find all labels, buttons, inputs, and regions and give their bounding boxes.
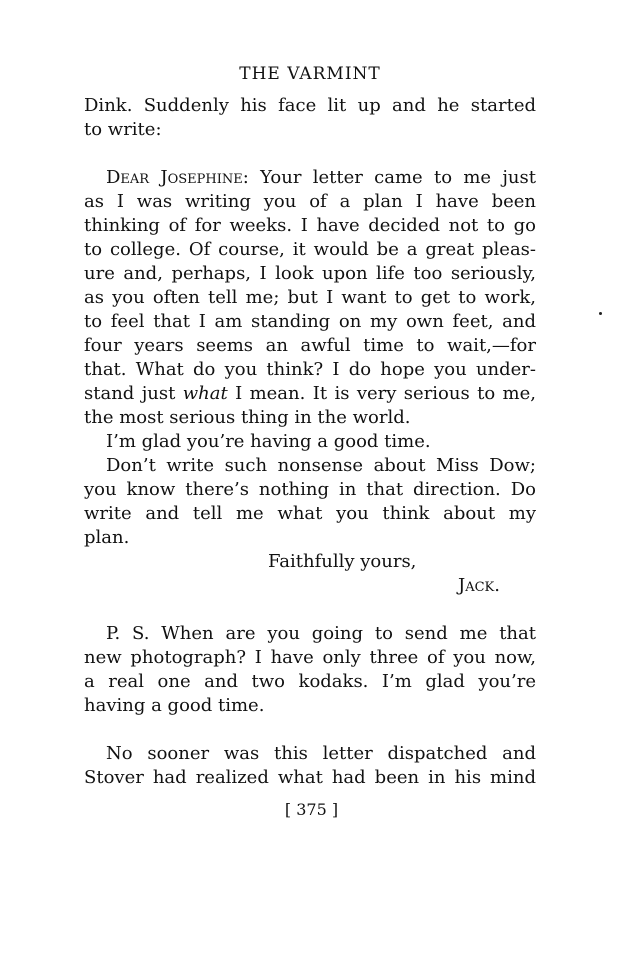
running-header: THE VARMINT	[239, 64, 381, 84]
letter-salutation: Dear Josephine:	[106, 167, 249, 188]
letter-line-10-start: stand just	[84, 383, 176, 404]
letter-line-3: thinking of for weeks. I have decided not to go	[84, 215, 536, 236]
ps-line-4: having a good time.	[84, 695, 265, 716]
paper-speck	[599, 312, 602, 315]
letter-signature: Jack.	[458, 575, 500, 596]
letter-para3-line-3: write and tell me what you think about my	[84, 503, 536, 524]
letter-emphasis: what	[182, 383, 228, 404]
letter-para3-line-2: you know there’s nothing in that direction. Do	[84, 479, 536, 500]
paragraph-gap	[84, 142, 536, 166]
ps-line-2: new photograph? I have only three of you now,	[84, 647, 536, 668]
intro-line-2: to write:	[84, 119, 162, 140]
letter-line-1	[84, 166, 536, 190]
letter-line-8: four years seems an awful time to wait,—for	[84, 335, 536, 356]
intro-line-1: Dink. Suddenly his face lit up and he started	[84, 95, 536, 116]
letter-line-6: as you often tell me; but I want to get to work,	[84, 287, 536, 308]
ps-line-1: P. S. When are you going to send me that	[106, 623, 536, 644]
letter-line-9: that. What do you think? I do hope you under-	[84, 359, 536, 380]
book-page	[84, 64, 536, 790]
narrative-line-1: No sooner was this letter dispatched and	[106, 743, 536, 764]
paragraph-gap	[84, 718, 536, 742]
letter-line-11: the most serious thing in the world.	[84, 407, 411, 428]
page-number: [ 375 ]	[284, 800, 339, 819]
letter-line-4: to college. Of course, it would be a great pleas-	[84, 239, 536, 260]
narrative-line-2: Stover had realized what had been in his mind	[84, 767, 536, 788]
paragraph-gap	[84, 598, 536, 622]
letter-line-10-end: I mean. It is very serious to me,	[235, 383, 536, 404]
letter-para3-line-1: Don’t write such nonsense about Miss Dow;	[106, 455, 536, 476]
letter-line-10	[84, 382, 536, 406]
letter-line-5: ure and, perhaps, I look upon life too seriously,	[84, 263, 536, 284]
letter-paragraph-2: I’m glad you’re having a good time.	[106, 431, 431, 452]
letter-closing: Faithfully yours,	[268, 551, 417, 572]
ps-line-3: a real one and two kodaks. I’m glad you’re	[84, 671, 536, 692]
letter-line-7: to feel that I am standing on my own feet, and	[84, 311, 536, 332]
letter-line-1-text: Your letter came to me just	[260, 167, 536, 188]
letter-line-2: as I was writing you of a plan I have been	[84, 191, 536, 212]
letter-para3-line-4: plan.	[84, 527, 130, 548]
